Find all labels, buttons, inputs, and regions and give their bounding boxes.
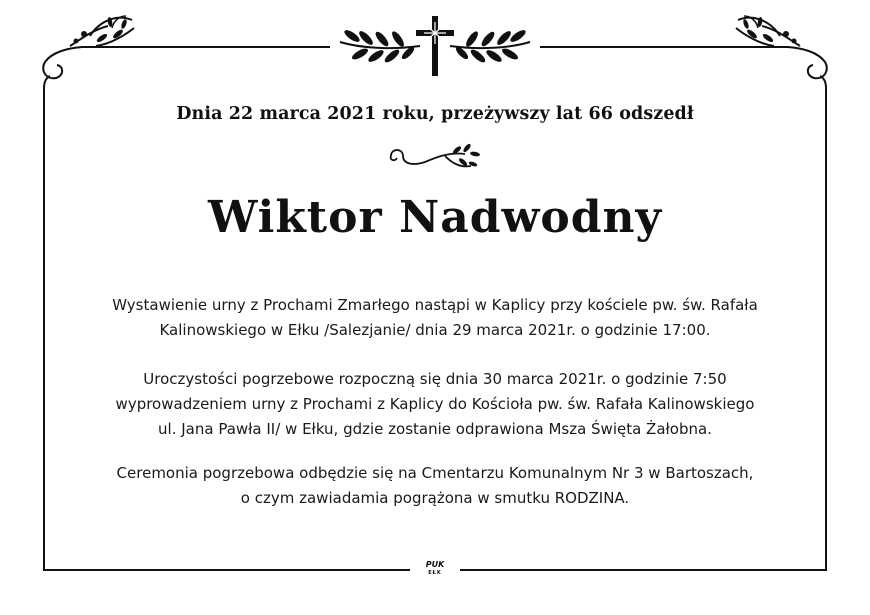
deceased-name: Wiktor Nadwodny [207,192,663,243]
paragraph-line: Wystawienie urny z Prochami Zmarłego nastąpi w Kaplicy przy kościele pw. św. Rafała [112,296,758,314]
paragraph-funeral-ceremony [50,367,820,442]
logo-subtext: EŁK [428,570,442,576]
paragraph-urn-viewing [50,293,820,343]
paragraph-line: ul. Jana Pawła II/ w Ełku, gdzie zostanie odprawiona Msza Święta Żałobna. [158,420,712,438]
flourish-corner-left-icon [43,16,134,95]
vine-divider-icon [385,140,485,174]
cross-with-laurel-icon [340,16,530,76]
death-announcement-headline: Dnia 22 marca 2021 roku, przeżywszy lat 66 odszedł [176,104,694,124]
paragraph-line: wyprowadzeniem urny z Prochami z Kaplicy do Kościoła pw. św. Rafała Kalinowskiego [115,395,755,413]
paragraph-line: Ceremonia pogrzebowa odbędzie się na Cmentarzu Komunalnym Nr 3 w Bartoszach, [116,464,754,482]
puk-logo [418,561,452,577]
paragraph-line: o czym zawiadamia pogrążona w smutku RODZINA. [240,489,630,507]
paragraph-burial [50,461,820,511]
paragraph-line: Kalinowskiego w Ełku /Salezjanie/ dnia 29 marca 2021r. o godzinie 17:00. [159,321,711,339]
flourish-corner-right-icon [736,16,827,95]
paragraph-line: Uroczystości pogrzebowe rozpoczną się dnia 30 marca 2021r. o godzinie 7:50 [143,370,727,388]
logo-text: PUK [425,560,445,569]
